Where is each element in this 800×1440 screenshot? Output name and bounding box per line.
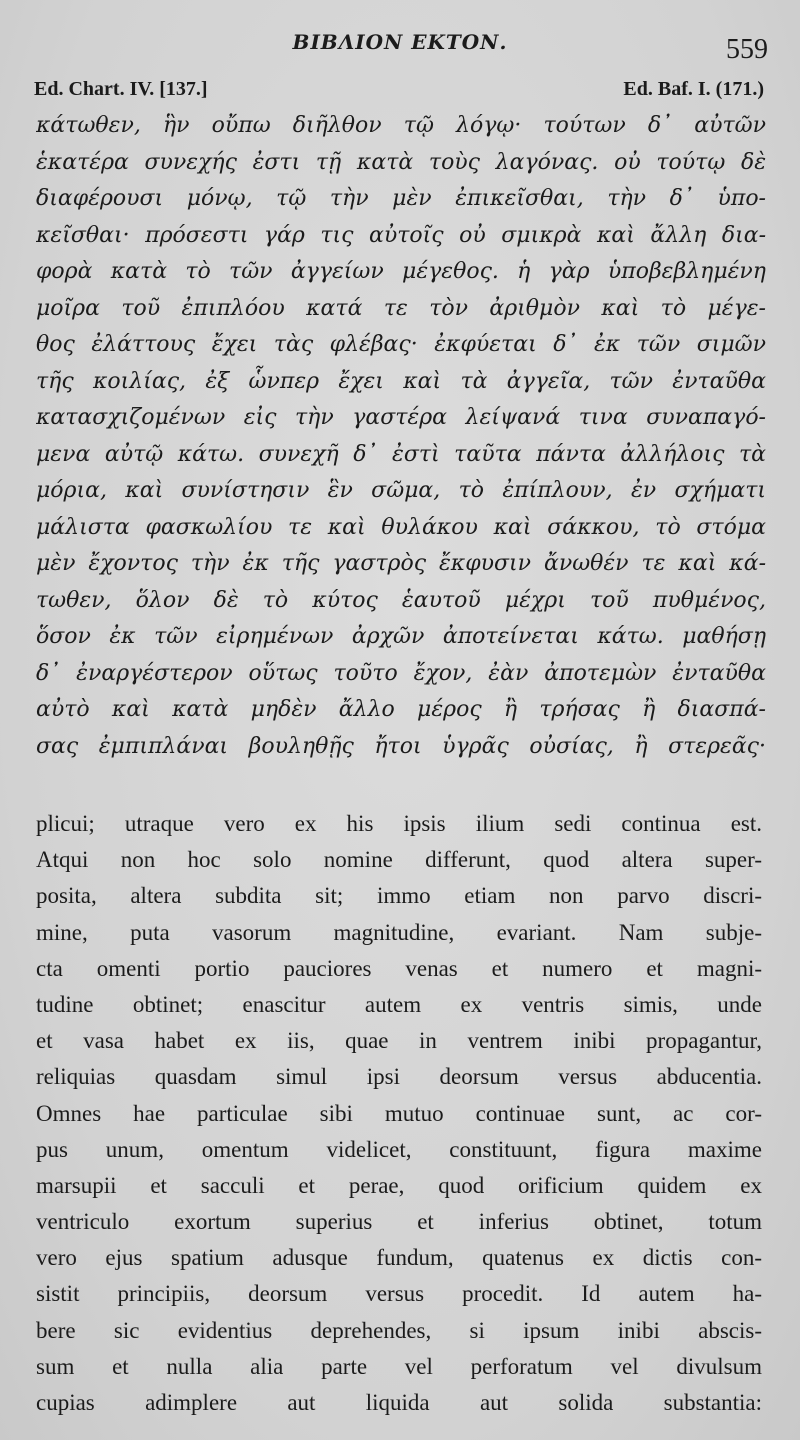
page-number: 559 [726, 34, 768, 65]
latin-text-line: vero ejus spatium adusque fundum, quatenus ex dictis con- [36, 1245, 762, 1271]
greek-text-line: τωθεν, ὅλον δὲ τὸ κύτος ἑαυτοῦ μέχρι τοῦ πυθμένος, [36, 587, 766, 613]
greek-text-line: ἑκατέρα συνεχής ἐστι τῇ κατὰ τοὺς λαγόνας. οὐ τούτῳ δὲ [36, 149, 766, 175]
latin-text-line: Omnes hae particulae sibi mutuo continuae sunt, ac cor- [36, 1100, 762, 1126]
latin-text-line: posita, altera subdita sit; immo etiam non parvo discri- [36, 883, 762, 909]
latin-text-line: bere sic evidentius deprehendes, si ipsum inibi abscis- [36, 1317, 762, 1343]
greek-text-line: μόρια, καὶ συνίστησιν ἓν σῶμα, τὸ ἐπίπλουν, ἐν σχήματι [36, 478, 766, 503]
greek-text-line: σας ἐμπιπλάναι βουληθῇς ἤτοι ὑγρᾶς οὐσίας, ἢ στερεᾶς· [36, 733, 766, 759]
edition-reference-right: Ed. Baf. I. (171.) [623, 78, 764, 100]
greek-text-line: θος ἐλάττους ἔχει τὰς φλέβας· ἐκφύεται δ᾿ ἐκ τῶν σιμῶν [36, 332, 766, 357]
latin-text-line: cupias adimplere aut liquida aut solida substantia: [36, 1390, 762, 1415]
greek-text-line: κατασχιζομένων εἰς τὴν γαστέρα λείψανά τινα συναπαγό- [36, 405, 766, 430]
edition-reference-left: Ed. Chart. IV. [137.] [34, 78, 208, 100]
latin-text-line: mine, puta vasorum magnitudine, evariant. Nam subje- [36, 919, 762, 945]
latin-text-line: cta omenti portio pauciores venas et numero et magni- [36, 955, 762, 981]
greek-text-line: αὐτὸ καὶ κατὰ μηδὲν ἄλλο μέρος ἢ τρήσας ἢ διασπά- [36, 697, 766, 722]
greek-text-line: μενα αὐτῷ κάτω. συνεχῆ δ᾿ ἐστὶ ταῦτα πάντα ἀλλήλοις τὰ [36, 441, 766, 467]
latin-text-block [36, 806, 762, 1421]
greek-text-line: μοῖρα τοῦ ἐπιπλόου κατά τε τὸν ἀριθμὸν καὶ τὸ μέγε- [36, 295, 766, 321]
latin-text-line: reliquias quasdam simul ipsi deorsum versus abducentia. [36, 1064, 762, 1090]
latin-text-line: pus unum, omentum videlicet, constituunt, figura maxime [36, 1136, 762, 1162]
latin-text-line: Atqui non hoc solo nomine differunt, quod altera super- [36, 847, 762, 873]
greek-text-line: κάτωθεν, ἣν οὔπω διῆλθον τῷ λόγῳ· τούτων δ᾿ αὐτῶν [36, 113, 766, 138]
latin-text-line: ventriculo exortum superius et inferius obtinet, totum [36, 1209, 762, 1235]
greek-text-line: δ᾿ ἐναργέστερον οὕτως τοῦτο ἔχον, ἐὰν ἀποτεμὼν ἐνταῦθα [36, 660, 766, 686]
greek-text-line: ὅσον ἐκ τῶν εἰρημένων ἀρχῶν ἀποτείνεται κάτω. μαθήσῃ [36, 624, 766, 649]
greek-text-line: μάλιστα φασκωλίου τε καὶ θυλάκου καὶ σάκκου, τὸ στόμα [36, 514, 766, 540]
greek-text-line: διαφέρουσι μόνῳ, τῷ τὴν μὲν ἐπικεῖσθαι, τὴν δ᾿ ὑπο- [36, 186, 766, 211]
greek-text-line: μὲν ἔχοντος τὴν ἐκ τῆς γαστρὸς ἔκφυσιν ἄνωθέν τε καὶ κά- [36, 551, 766, 576]
latin-text-line: sistit principiis, deorsum versus procedit. Id autem ha- [36, 1281, 762, 1307]
greek-text-line: φορὰ κατὰ τὸ τῶν ἀγγείων μέγεθος. ἡ γὰρ ὑποβεβλημένη [36, 259, 766, 284]
greek-text-line: κεῖσθαι· πρόσεστι γάρ τις αὐτοῖς οὐ σμικρὰ καὶ ἄλλη δια- [36, 222, 766, 248]
latin-text-line: tudine obtinet; enascitur autem ex ventris simis, unde [36, 991, 762, 1017]
latin-text-line: marsupii et sacculi et perae, quod orificium quidem ex [36, 1172, 762, 1198]
running-head: ΒΙΒΛΙΟΝ ΕΚΤΟΝ. [292, 30, 508, 54]
latin-text-line: et vasa habet ex iis, quae in ventrem inibi propagantur, [36, 1028, 762, 1054]
greek-text-line: τῆς κοιλίας, ἐξ ὧνπερ ἔχει καὶ τὰ ἀγγεῖα, τῶν ἐνταῦθα [36, 368, 766, 394]
latin-text-line: plicui; utraque vero ex his ipsis ilium sedi continua est. [36, 811, 762, 836]
latin-text-line: sum et nulla alia parte vel perforatum vel divulsum [36, 1353, 762, 1379]
greek-text-block [36, 108, 766, 765]
